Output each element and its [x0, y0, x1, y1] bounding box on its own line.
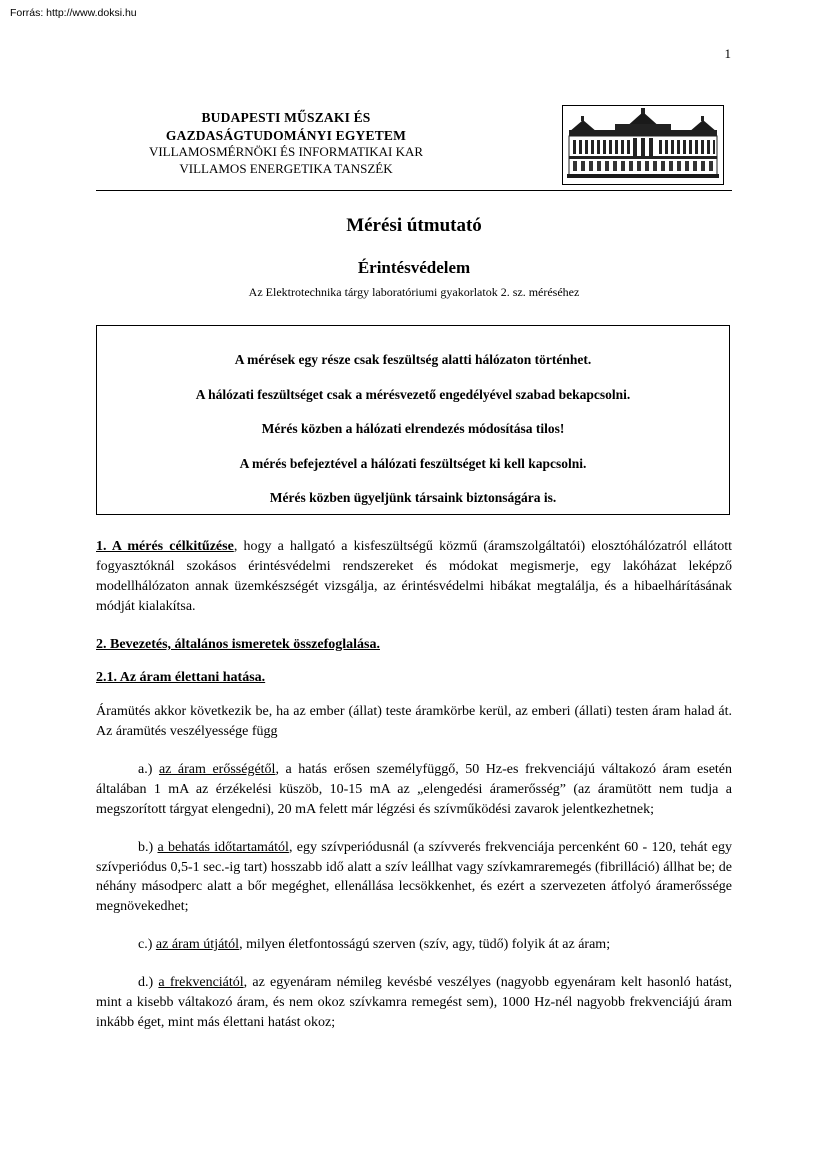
- item-text-a: , a hatás erősen személyfüggő, 50 Hz-es frekvenciájú váltakozó áram esetén általában 1 mA az érzékelési küszöb, 10-15 mA az „elengedési áramerősség” (az áramütött nem tudja a megszorított tárgyat elengedni), 20 mA felett már légzési és szívműködési zavarok jelentkezhetnek;: [96, 762, 733, 817]
- item-underlined-d: a frekvenciától: [158, 975, 244, 990]
- document-title: Mérési útmutató: [346, 215, 482, 236]
- section-1-paragraph: [96, 537, 732, 617]
- safety-warning-box: [96, 325, 730, 515]
- university-name-block: [110, 109, 462, 178]
- warning-line: A hálózati feszültséget csak a mérésvezető engedélyével szabad bekapcsolni.: [195, 386, 631, 402]
- document-page: [96, 0, 732, 1170]
- section-2-1-heading: 2.1. Az áram élettani hatása.: [96, 670, 266, 686]
- item-underlined-c: az áram útjától: [155, 937, 240, 953]
- university-building-icon: [562, 105, 724, 185]
- section-1-heading: 1. A mérés célkitűzése: [96, 539, 234, 554]
- safety-warning-lines: [97, 350, 729, 508]
- section-2-1-intro: Áramütés akkor következik be, ha az ember (állat) teste áramkörbe kerül, az emberi (állati) testen áram halad át. Az áramütés veszélyessége függ: [96, 704, 732, 740]
- warning-line: Mérés közben a hálózati elrendezés módosítása tilos!: [261, 421, 565, 437]
- section-1-body: , hogy a hallgató a kisfeszültségű közmű (áramszolgáltatói) elosztóhálózatról ellátott fogyasztóknál szokásos érintésvédelmi rendszereket és módokat megismerje, egy lakóházat leképző modellhálózaton annak üzemkészségét vizsgálja, az érintésvédelmi hibákat megtalálja, és a hibaelhárításának módját kialakítsa.: [96, 539, 732, 614]
- warning-line: A mérés befejeztével a hálózati feszültséget ki kell kapcsolni.: [239, 455, 587, 471]
- department-line: VILLAMOS ENERGETIKA TANSZÉK: [179, 160, 393, 176]
- warning-line: Mérés közben ügyeljünk társaink biztonságára is.: [269, 490, 557, 506]
- document-body: [96, 537, 732, 1033]
- university-line-1: BUDAPESTI MŰSZAKI ÉS: [201, 110, 371, 125]
- item-marker-b: b.): [138, 839, 154, 855]
- item-text-c: , milyen életfontosságú szerven (szív, agy, tüdő) folyik át az áram;: [239, 937, 611, 953]
- list-item: [96, 838, 732, 918]
- document-subtitle: Érintésvédelem: [357, 258, 471, 277]
- item-text-d: , az egyenáram némileg kevésbé veszélyes (nagyobb egyenáram kelt hasonló hatást, mint a kisebb váltakozó áram, és nem okoz szívkamra remegést sem), 1000 Hz-nél nagyobb frekvenciájú áram inkább éget, mint más élettani hatást okoz;: [96, 975, 732, 1030]
- section-2-heading-paragraph: [96, 635, 732, 655]
- document-subsubtitle: Az Elektrotechnika tárgy laboratóriumi gyakorlatok 2. sz. méréséhez: [248, 285, 580, 299]
- document-header: [96, 105, 732, 185]
- page-number: 1: [724, 46, 731, 61]
- list-item: [96, 760, 732, 820]
- university-line-2: GAZDASÁGTUDOMÁNYI EGYETEM: [165, 127, 407, 143]
- item-text-b: , egy szívperiódusnál (a szívverés frekvenciája percenként 60 - 120, tehát egy szívperiódus 0,5-1 sec.-ig tart) hosszabb idő alatt a szív leállhat vagy szívkamraremegés (fibrilláció) állhat be; de néhány másodperc alatt a bőr megéghet, ellenállása lecsökkenhet, és ezért a szervezeten átfolyó áramerőssége megnövekedhet;: [96, 839, 733, 915]
- item-underlined-a: az áram erősségétől: [158, 762, 276, 777]
- warning-line: A mérések egy része csak feszültség alatti hálózaton történhet.: [234, 352, 592, 367]
- section-2-1-heading-paragraph: [96, 668, 732, 688]
- item-marker-d: d.): [138, 975, 154, 990]
- list-item: [96, 935, 732, 955]
- source-url-label: Forrás: http://www.doksi.hu: [10, 7, 137, 19]
- item-marker-a: a.): [138, 762, 153, 777]
- item-underlined-b: a behatás időtartamától: [157, 839, 289, 855]
- item-marker-c: c.): [138, 937, 153, 953]
- list-item: [96, 973, 732, 1033]
- header-divider: [96, 190, 732, 191]
- faculty-line: VILLAMOSMÉRNÖKI ÉS INFORMATIKAI KAR: [148, 144, 424, 160]
- section-2-heading: 2. Bevezetés, általános ismeretek összefoglalása.: [96, 636, 380, 652]
